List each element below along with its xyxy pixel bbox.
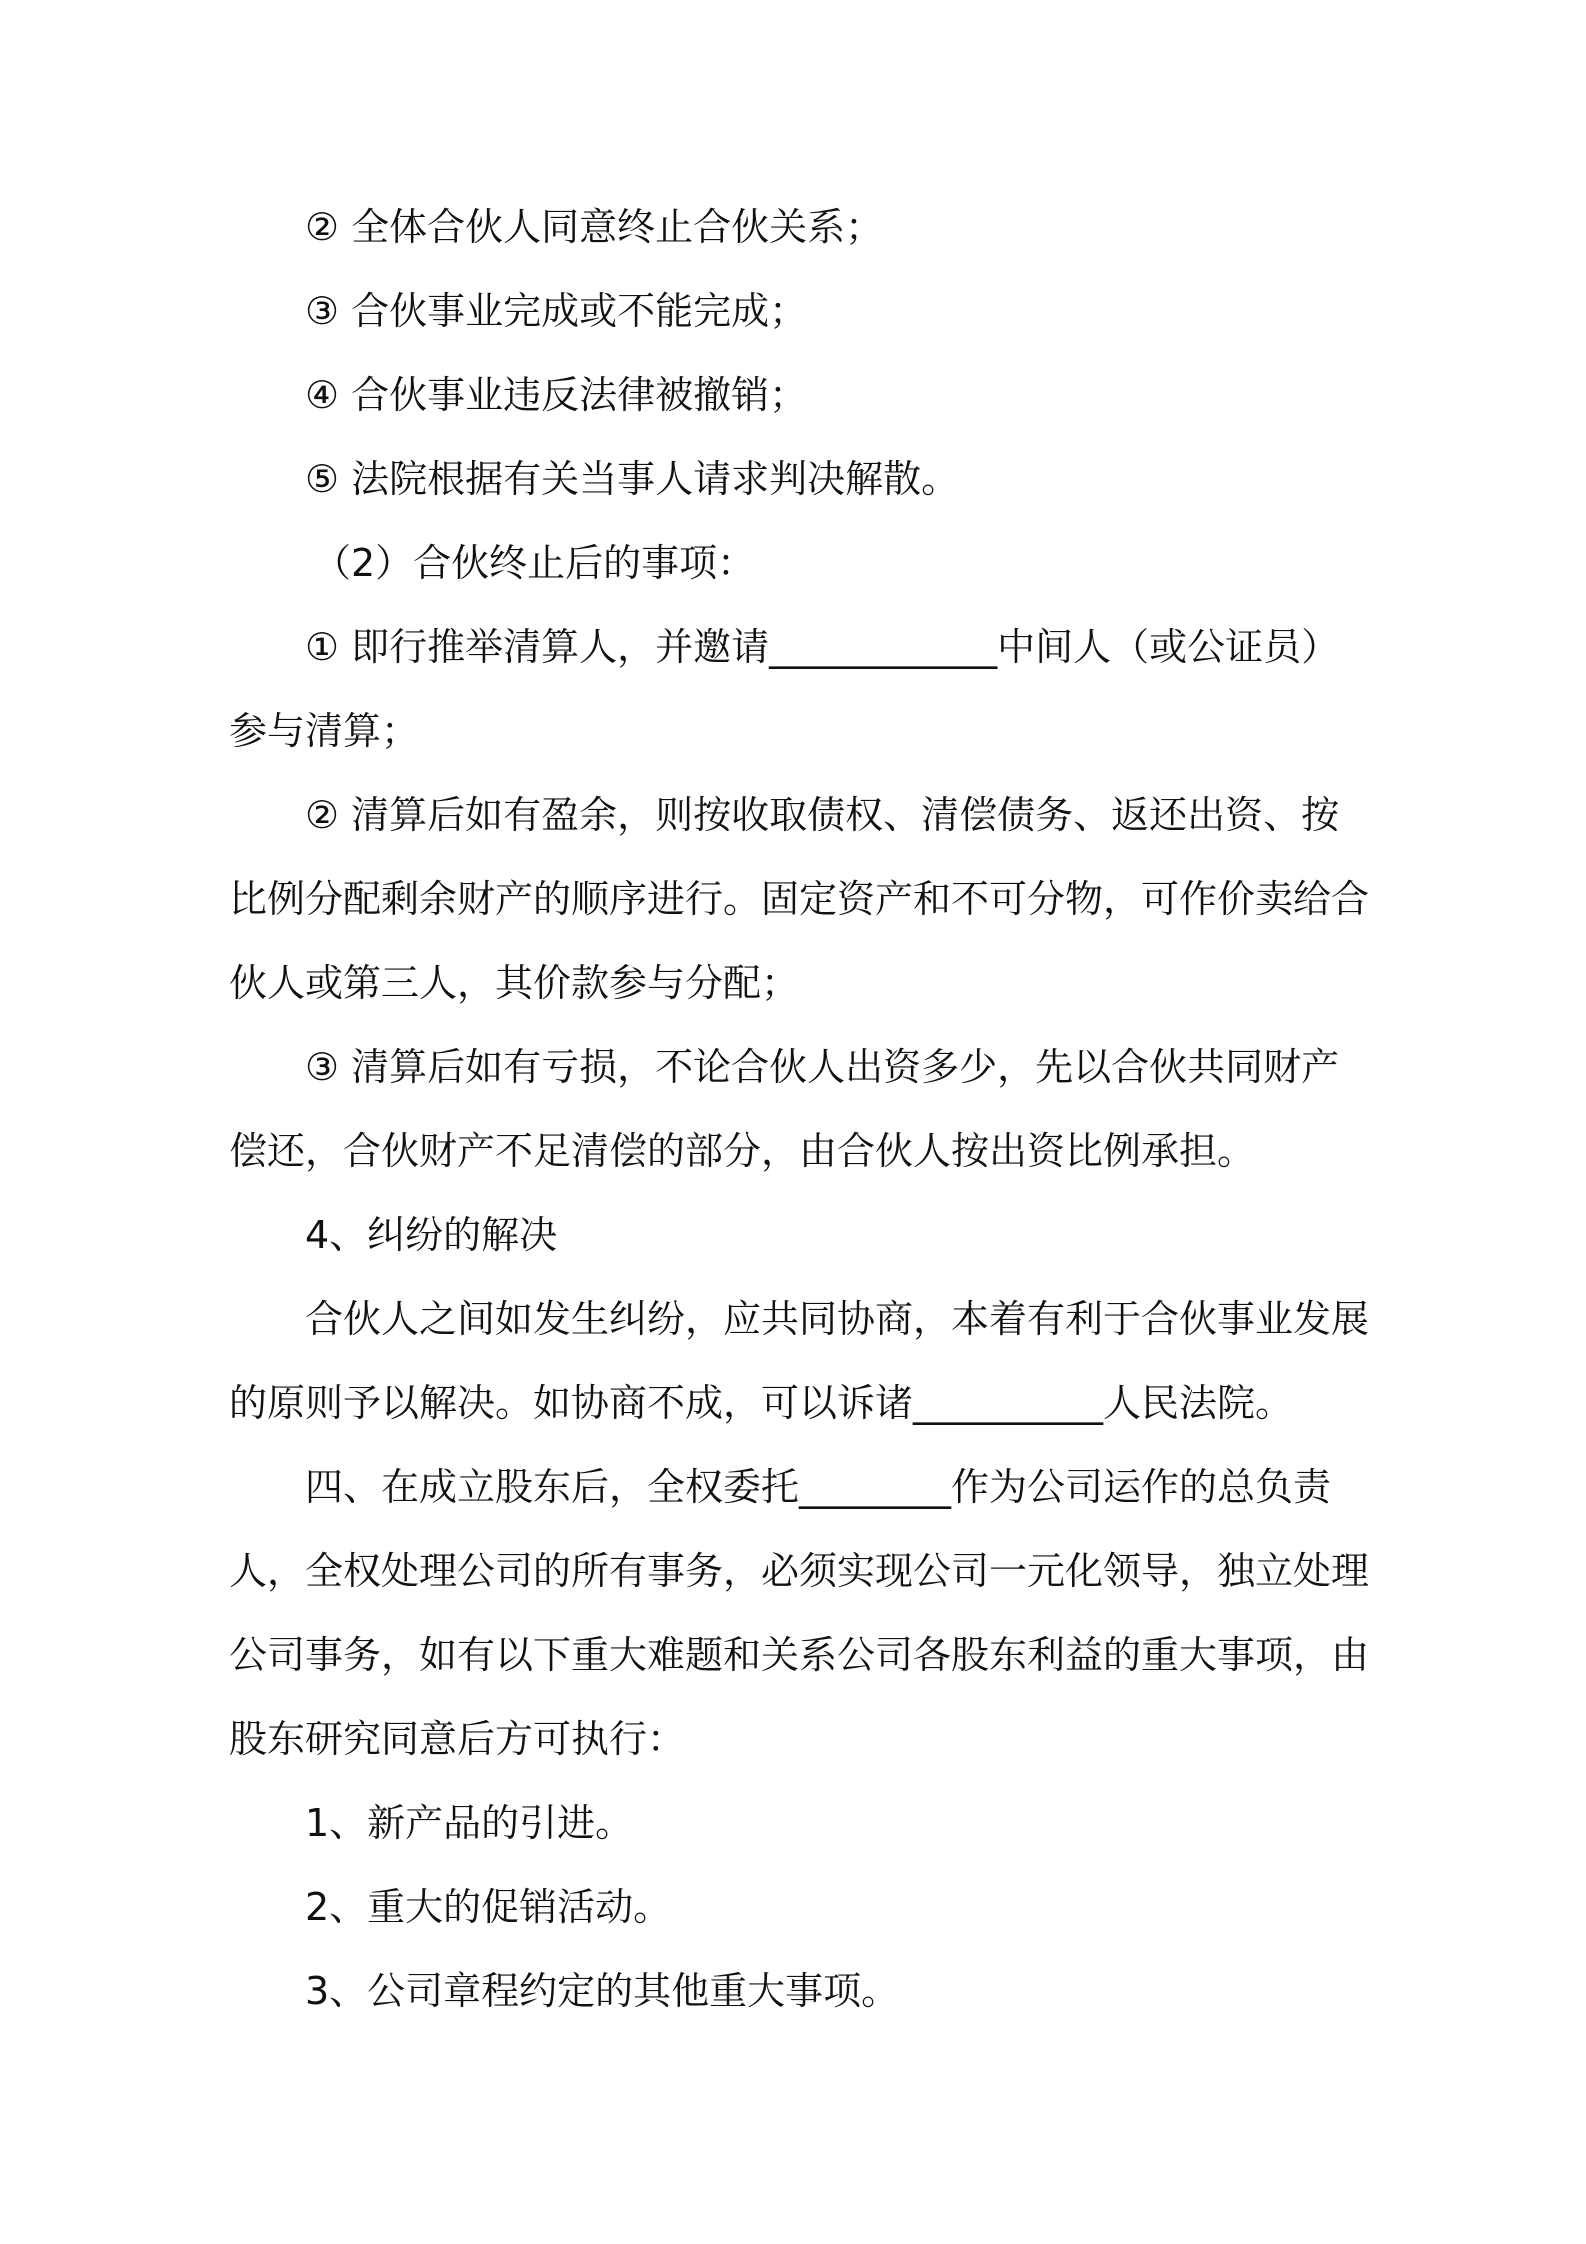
list-item-new-products: 1、新产品的引进。 xyxy=(305,1801,634,1845)
paragraph-item-5: ⑤ 法院根据有关当事人请求判决解散。 xyxy=(305,457,960,501)
list-item-promotions: 2、重大的促销活动。 xyxy=(305,1885,672,1929)
paragraph-liquidator: ① 即行推举清算人，并邀请____________中间人（或公证员）参与清算； xyxy=(229,625,1340,753)
paragraph-item-4: ④ 合伙事业违反法律被撤销； xyxy=(305,373,808,417)
document-body xyxy=(229,185,1371,2033)
section-heading-after-termination: （2）合伙终止后的事项： xyxy=(313,541,756,585)
paragraph-loss: ③ 清算后如有亏损，不论合伙人出资多少，先以合伙共同财产偿还，合伙财产不足清偿的部分，由合伙人按出资比例承担。 xyxy=(229,1045,1340,1173)
paragraph-dispute-resolution: 合伙人之间如发生纠纷，应共同协商，本着有利于合伙事业发展的原则予以解决。如协商不成，可以诉诸__________人民法院。 xyxy=(229,1297,1370,1425)
paragraph-item-3: ③ 合伙事业完成或不能完成； xyxy=(305,289,808,333)
section-heading-disputes: 4、纠纷的解决 xyxy=(305,1213,558,1257)
paragraph-item-2: ② 全体合伙人同意终止合伙关系； xyxy=(305,205,884,249)
paragraph-surplus: ② 清算后如有盈余，则按收取债权、清偿债务、返还出资、按比例分配剩余财产的顺序进行。固定资产和不可分物，可作价卖给合伙人或第三人，其价款参与分配； xyxy=(229,793,1370,1005)
list-item-other-matters: 3、公司章程约定的其他重大事项。 xyxy=(305,1969,900,2013)
paragraph-section-four: 四、在成立股东后，全权委托________作为公司运作的总负责人，全权处理公司的所有事务，必须实现公司一元化领导，独立处理公司事务，如有以下重大难题和关系公司各股东利益的重大事项，由股东研究同意后方可执行： xyxy=(229,1465,1370,1761)
